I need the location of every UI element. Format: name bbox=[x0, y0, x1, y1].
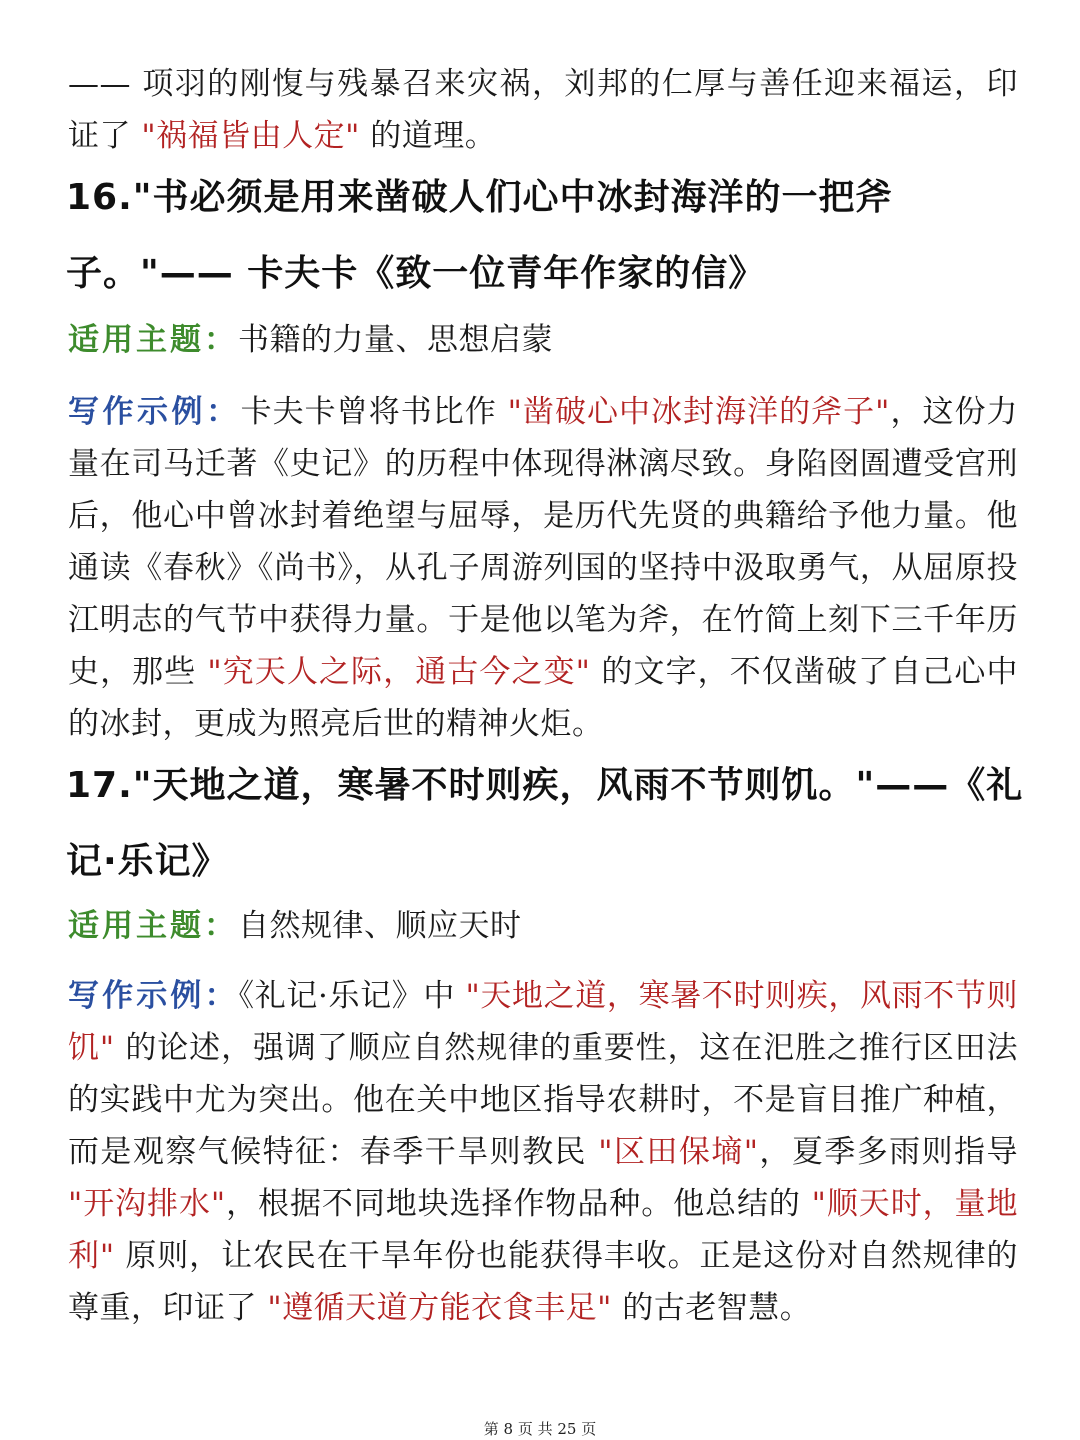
entry-16-example bbox=[68, 386, 1018, 750]
example-text: 卡夫卡曾将书比作 bbox=[240, 394, 508, 430]
example-text: 原则，让农民在干旱年份也能获得丰收。正是这份对自然规律的尊重，印证了 bbox=[68, 1238, 1018, 1326]
page-footer: 第 8 页 共 25 页 bbox=[483, 1420, 597, 1438]
entry-16-heading: 16."书必须是用来凿破人们心中冰封海洋的一把斧子。"—— 卡夫卡《致一位青年作家的信》 bbox=[66, 177, 893, 294]
example-text: 的文字，不仅凿破了自己心中的冰封，更成为照亮后世的精神火炬。 bbox=[68, 654, 1018, 742]
example-text: ，根据不同地块选择作物品种。他总结的 bbox=[225, 1186, 812, 1222]
example-text: 《礼记·乐记》中 bbox=[238, 978, 466, 1014]
example-text: ，夏季多雨则指导 bbox=[758, 1134, 1018, 1170]
intro-lead: —— 项羽的刚愎与残暴召来灾祸，刘邦的仁厚与善任迎来福运，印证了 bbox=[68, 66, 1018, 154]
theme-label: 适用主题： bbox=[68, 908, 238, 944]
entry-17-heading: 17."天地之道，寒暑不时则疾，风雨不节则饥。"——《礼记·乐记》 bbox=[66, 765, 1024, 882]
example-text: 的古老智慧。 bbox=[611, 1290, 812, 1326]
intro-tail: 的道理。 bbox=[359, 118, 497, 154]
intro-quote: "祸福皆由人定" bbox=[141, 118, 360, 154]
example-quote: "遵循天道方能衣食丰足" bbox=[267, 1290, 612, 1326]
example-quote: "顺天时，量地利" bbox=[68, 1186, 1018, 1274]
example-label: 写作示例： bbox=[68, 394, 241, 430]
theme-text: 书籍的力量、思想启蒙 bbox=[238, 322, 553, 358]
example-text: ，这份力量在司马迁著《史记》的历程中体现得淋漓尽致。身陷囹圄遭受宫刑后，他心中曾冰封着绝望与屈辱，是历代先贤的典籍给予他力量。他通读《春秋》《尚书》，从孔子周游列国的坚持中汲取勇气，从屈原投江明志的气节中获得力量。于是他以笔为斧，在竹简上刻下三千年历史，那些 bbox=[68, 394, 1019, 690]
theme-label: 适用主题： bbox=[68, 322, 238, 358]
example-text: 的论述，强调了顺应自然规律的重要性，这在汜胜之推行区田法的实践中尤为突出。他在关中地区指导农耕时，不是盲目推广种植，而是观察气候特征：春季干旱则教民 bbox=[68, 1030, 1018, 1170]
entry-16-theme bbox=[68, 314, 1018, 366]
intro-paragraph bbox=[68, 58, 1018, 162]
entry-17-example bbox=[68, 970, 1018, 1334]
example-quote: "究天人之际，通古今之变" bbox=[207, 654, 591, 690]
example-quote: "凿破心中冰封海洋的斧子" bbox=[507, 394, 890, 430]
theme-text: 自然规律、顺应天时 bbox=[238, 908, 522, 944]
example-quote: "开沟排水" bbox=[68, 1186, 226, 1222]
entry-17-theme bbox=[68, 900, 1018, 952]
example-label: 写作示例： bbox=[68, 978, 239, 1014]
example-quote: "区田保墒" bbox=[598, 1134, 759, 1170]
example-quote: "天地之道，寒暑不时则疾，风雨不节则饥" bbox=[68, 978, 1018, 1066]
